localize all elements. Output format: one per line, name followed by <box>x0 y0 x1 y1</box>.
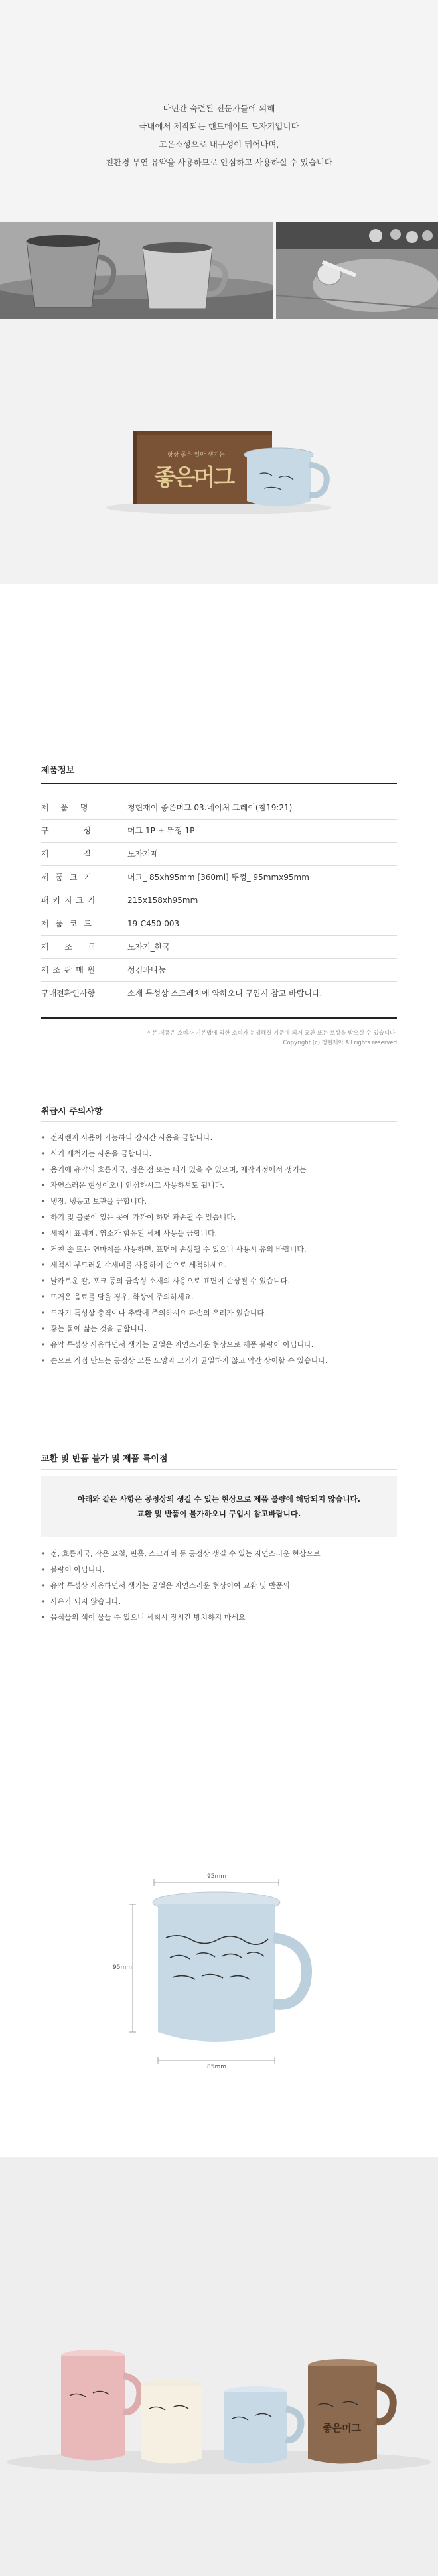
lid-width-label: 95mm <box>207 1873 226 1880</box>
spec-divider <box>41 935 397 936</box>
list-item: • 식기 세척기는 사용을 금합니다. <box>41 1146 397 1162</box>
consumer-note: * 본 제품은 소비자 기본법에 의한 소비자 분쟁해결 기준에 의거 교환 또는 보상을 받으실 수 있습니다. <box>147 1030 397 1037</box>
exchange-notice-line: 교환 및 반품이 불가하오니 구입시 참고바랍니다. <box>137 1509 301 1518</box>
mugs-photo-illustration <box>0 222 273 319</box>
spec-value: 215x158xh95mm <box>127 896 198 905</box>
caution-list <box>41 1130 397 1369</box>
caution-divider <box>41 1121 397 1122</box>
spec-row-material <box>41 847 397 861</box>
spec-label: 패 키 지 크 기 <box>41 896 96 905</box>
spec-value: 도자기제 <box>127 849 159 859</box>
spec-divider <box>41 958 397 959</box>
list-item: • 자연스러운 현상이오니 안심하시고 사용하셔도 됩니다. <box>41 1178 397 1194</box>
list-item: • 세척시 표백제, 염소가 함유된 세제 사용을 금합니다. <box>41 1226 397 1242</box>
list-item: • 세척시 부드러운 수세미를 사용하여 손으로 세척하세요. <box>41 1257 397 1273</box>
spec-label: 재 질 <box>41 849 107 859</box>
spec-row-package-size <box>41 894 397 907</box>
mug-width-label: 85mm <box>207 2064 226 2070</box>
spec-label: 제 품 명 <box>41 803 93 812</box>
spec-divider <box>41 842 397 843</box>
mug-lineup-photo <box>0 2157 438 2576</box>
list-item: • 전자렌지 사용이 가능하나 장시간 사용을 금합니다. <box>41 1130 397 1146</box>
spec-label: 구매전확인사항 <box>41 989 96 998</box>
copyright-note: Copyright (c) 청현재이 All rights reserved <box>283 1040 397 1046</box>
exchange-divider <box>41 1469 397 1470</box>
box-small-text: 항상 좋은 일만 생기는 <box>167 452 225 459</box>
mugs-photo <box>0 222 273 319</box>
exchange-list <box>41 1546 397 1626</box>
spec-row-pre-purchase <box>41 987 397 1000</box>
box-calligraphy: 좋은머그 <box>154 465 234 491</box>
spec-value: 머그 1P + 뚜껑 1P <box>127 826 195 835</box>
spec-title: 제품정보 <box>41 766 75 776</box>
list-item: • 손으로 직접 만드는 공정상 모든 모양과 크기가 균일하지 않고 약간 상이할 수 있습니다. <box>41 1353 397 1369</box>
intro-text <box>0 100 438 171</box>
list-item: • 음식물의 색이 물들 수 있으니 세척시 장시간 방치하지 마세요 <box>41 1610 397 1626</box>
spec-row-size <box>41 871 397 884</box>
spec-label: 제 품 코 드 <box>41 919 94 928</box>
spec-divider <box>41 819 397 820</box>
exchange-notice-line: 아래와 같은 사항은 공정상의 생길 수 있는 현상으로 제품 불량에 해당되지 않습니다. <box>77 1494 361 1504</box>
spec-label: 제 조 국 <box>41 942 103 952</box>
spec-value: 청현재이 좋은머그 03.네이처 그레이(참19:21) <box>127 803 293 812</box>
spec-top-divider <box>41 783 397 784</box>
list-item: • 하기 및 불꽃이 있는 곳에 가까이 하면 파손될 수 있습니다. <box>41 1210 397 1226</box>
workshop-photo-illustration <box>276 222 438 319</box>
spec-row-manufacturer <box>41 964 397 977</box>
list-item: • 유약 특성상 사용하면서 생기는 균열은 자연스러운 현상으로 제품 불량이 아닙니다. <box>41 1337 397 1353</box>
workshop-photo <box>273 222 438 319</box>
spec-divider <box>41 981 397 982</box>
spec-divider <box>41 865 397 866</box>
intro-line: 고온소성으로 내구성이 뛰어나며, <box>159 139 279 149</box>
spec-value: 소재 특성상 스크레치에 약하오니 구입시 참고 바랍니다. <box>127 989 323 998</box>
spec-label: 제 품 크 기 <box>41 873 94 882</box>
caution-title: 취급시 주의사항 <box>41 1107 103 1117</box>
list-item: • 불량이 아닙니다. <box>41 1562 397 1578</box>
list-item: • 끓는 물에 삶는 것을 금합니다. <box>41 1321 397 1337</box>
list-item: • 사유가 되지 않습니다. <box>41 1594 397 1610</box>
list-item: • 유약 특성상 사용하면서 생기는 균열은 자연스러운 현상이여 교환 및 반품의 <box>41 1578 397 1594</box>
product-photo-section <box>0 319 438 584</box>
height-label: 95mm <box>113 1964 132 1971</box>
list-item: • 뜨거운 음료를 담을 경우, 화상에 주의하세요. <box>41 1289 397 1305</box>
spec-row-composition <box>41 824 397 837</box>
list-item: • 용기에 유약의 흐름자국, 검은 점 또는 티가 있을 수 있으며, 제작과정에서 생기는 <box>41 1162 397 1178</box>
spec-value: 19-C450-003 <box>127 919 180 928</box>
mug-label-text: 좋은머그 <box>323 2422 361 2434</box>
list-item: • 거친 솔 또는 연마제를 사용하면, 표면이 손상될 수 있으니 사용시 유의 바랍니다. <box>41 1242 397 1257</box>
spec-row-product-name <box>41 801 397 814</box>
dimension-diagram <box>0 1865 438 2143</box>
spec-label: 제 조 판 매 원 <box>41 966 96 975</box>
spec-row-code <box>41 917 397 930</box>
spec-value: 머그_ 85xh95mm [360ml] 뚜껑_ 95mmx95mm <box>127 873 309 882</box>
intro-line: 다년간 숙련된 전문가들에 의해 <box>163 104 275 113</box>
list-item: • 냉장, 냉동고 보관을 금합니다. <box>41 1194 397 1210</box>
spec-value: 도자기_한국 <box>127 942 170 952</box>
intro-line: 국내에서 제작되는 핸드메이드 도자기입니다 <box>139 121 299 131</box>
process-photo-row <box>0 222 438 319</box>
list-item: • 도자기 특성상 충격이나 추락에 주의하셔요 파손의 우려가 있습니다. <box>41 1305 397 1321</box>
spec-bottom-divider <box>41 1017 397 1019</box>
intro-line: 친환경 무연 유약을 사용하므로 안심하고 사용하실 수 있습니다 <box>106 157 332 167</box>
exchange-title: 교환 및 반품 불가 및 제품 특이점 <box>41 1454 168 1464</box>
spec-row-origin <box>41 940 397 954</box>
spec-value: 성김과나눔 <box>127 966 166 975</box>
spec-label: 구 성 <box>41 826 107 835</box>
mug-lineup-illustration <box>0 2157 438 2576</box>
exchange-notice-box <box>41 1476 397 1537</box>
list-item: • 점, 흐름자국, 작은 요철, 핀홀, 스크레치 등 공정상 생길 수 있는 자연스러운 현상으로 <box>41 1546 397 1562</box>
list-item: • 날카로운 칼, 포크 등의 금속성 소재의 사용으로 표면이 손상될 수 있습니다. <box>41 1273 397 1289</box>
